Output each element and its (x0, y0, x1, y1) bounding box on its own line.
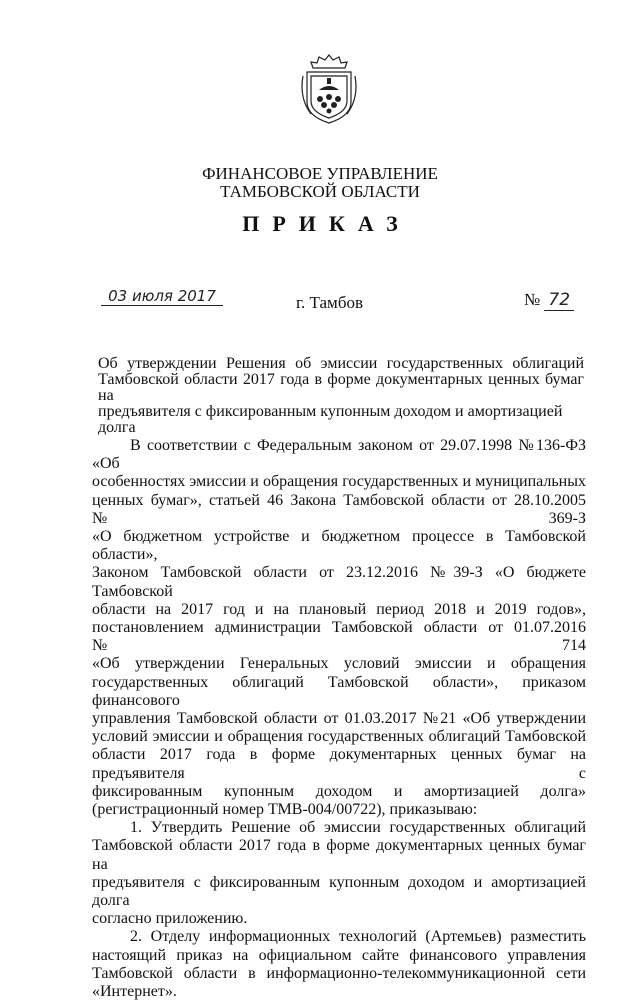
body-line: фиксированным купонным доходом и амортизацией долга» (92, 782, 586, 800)
body-line: Тамбовской области 2017 года в форме документарных ценных бумаг на (92, 837, 586, 873)
body-line: «Интернет». (92, 983, 177, 1001)
body-line: условий эмиссии и обращения государственных облигаций Тамбовской (92, 728, 586, 746)
body-line: государственных облигаций Тамбовской области», приказом финансового (92, 673, 586, 709)
subject-line: Об утверждении Решения об эмиссии государственных облигаций (98, 355, 584, 372)
body-line: настоящий приказ на официальном сайте финансового управления (92, 946, 586, 964)
body-line: «Об утверждении Генеральных условий эмиссии и обращения (92, 655, 586, 673)
body-line: предъявителя с фиксированным купонным доходом и амортизацией долга (92, 873, 586, 910)
city: г. Тамбов (296, 293, 363, 312)
body-line: согласно приложению. (92, 910, 248, 928)
subject-line: предъявителя с фиксированным купонным доходом и амортизацией долга (98, 403, 563, 436)
organization-name-line1: ФИНАНСОВОЕ УПРАВЛЕНИЕ (202, 164, 438, 183)
body-line: управления Тамбовской области от 01.03.2017 №21 «Об утверждении (92, 710, 586, 728)
body-line: Законом Тамбовской области от 23.12.2016 №39-З «О бюджете Тамбовской (92, 564, 586, 600)
subject-line: Тамбовской области 2017 года в форме документарных ценных бумаг на (98, 371, 584, 404)
order-body (92, 437, 586, 1001)
body-line: «О бюджетном устройстве и бюджетном процессе в Тамбовской области», (92, 528, 586, 564)
body-line: 2. Отделу информационных технологий (Артемьев) разместить (130, 928, 586, 946)
body-line: В соответствии с Федеральным законом от 29.07.1998 №136-ФЗ «Об (92, 437, 586, 473)
order-subject (98, 356, 584, 436)
body-line: ценных бумаг», статьей 46 Закона Тамбовской области от 28.10.2005 №369-З (92, 491, 586, 527)
body-line: 1. Утвердить Решение об эмиссии государственных облигаций (130, 819, 586, 837)
body-line: особенностях эмиссии и обращения государственных и муниципальных (92, 473, 586, 491)
handwritten-number: 72 (544, 290, 574, 311)
body-line: (регистрационный номер ТМВ-004/00722), приказываю: (92, 801, 478, 819)
order-number (524, 290, 574, 311)
body-line: постановлением администрации Тамбовской области от 01.07.2016 №714 (92, 619, 586, 655)
body-line: области на 2017 год и на плановый период 2018 и 2019 годов», (92, 600, 586, 618)
number-label: № (524, 290, 541, 309)
handwritten-date: 03 июля 2017 (101, 287, 223, 306)
coat-of-arms-emblem (297, 52, 361, 126)
body-line: области 2017 года в форме документарных ценных бумаг на предъявителя с (92, 746, 586, 782)
document-type-title: ПРИКАЗ (242, 211, 411, 236)
organization-name-line2: ТАМБОВСКОЙ ОБЛАСТИ (220, 182, 420, 201)
body-line: Тамбовской области в информационно-телекоммуникационной сети (92, 964, 586, 982)
